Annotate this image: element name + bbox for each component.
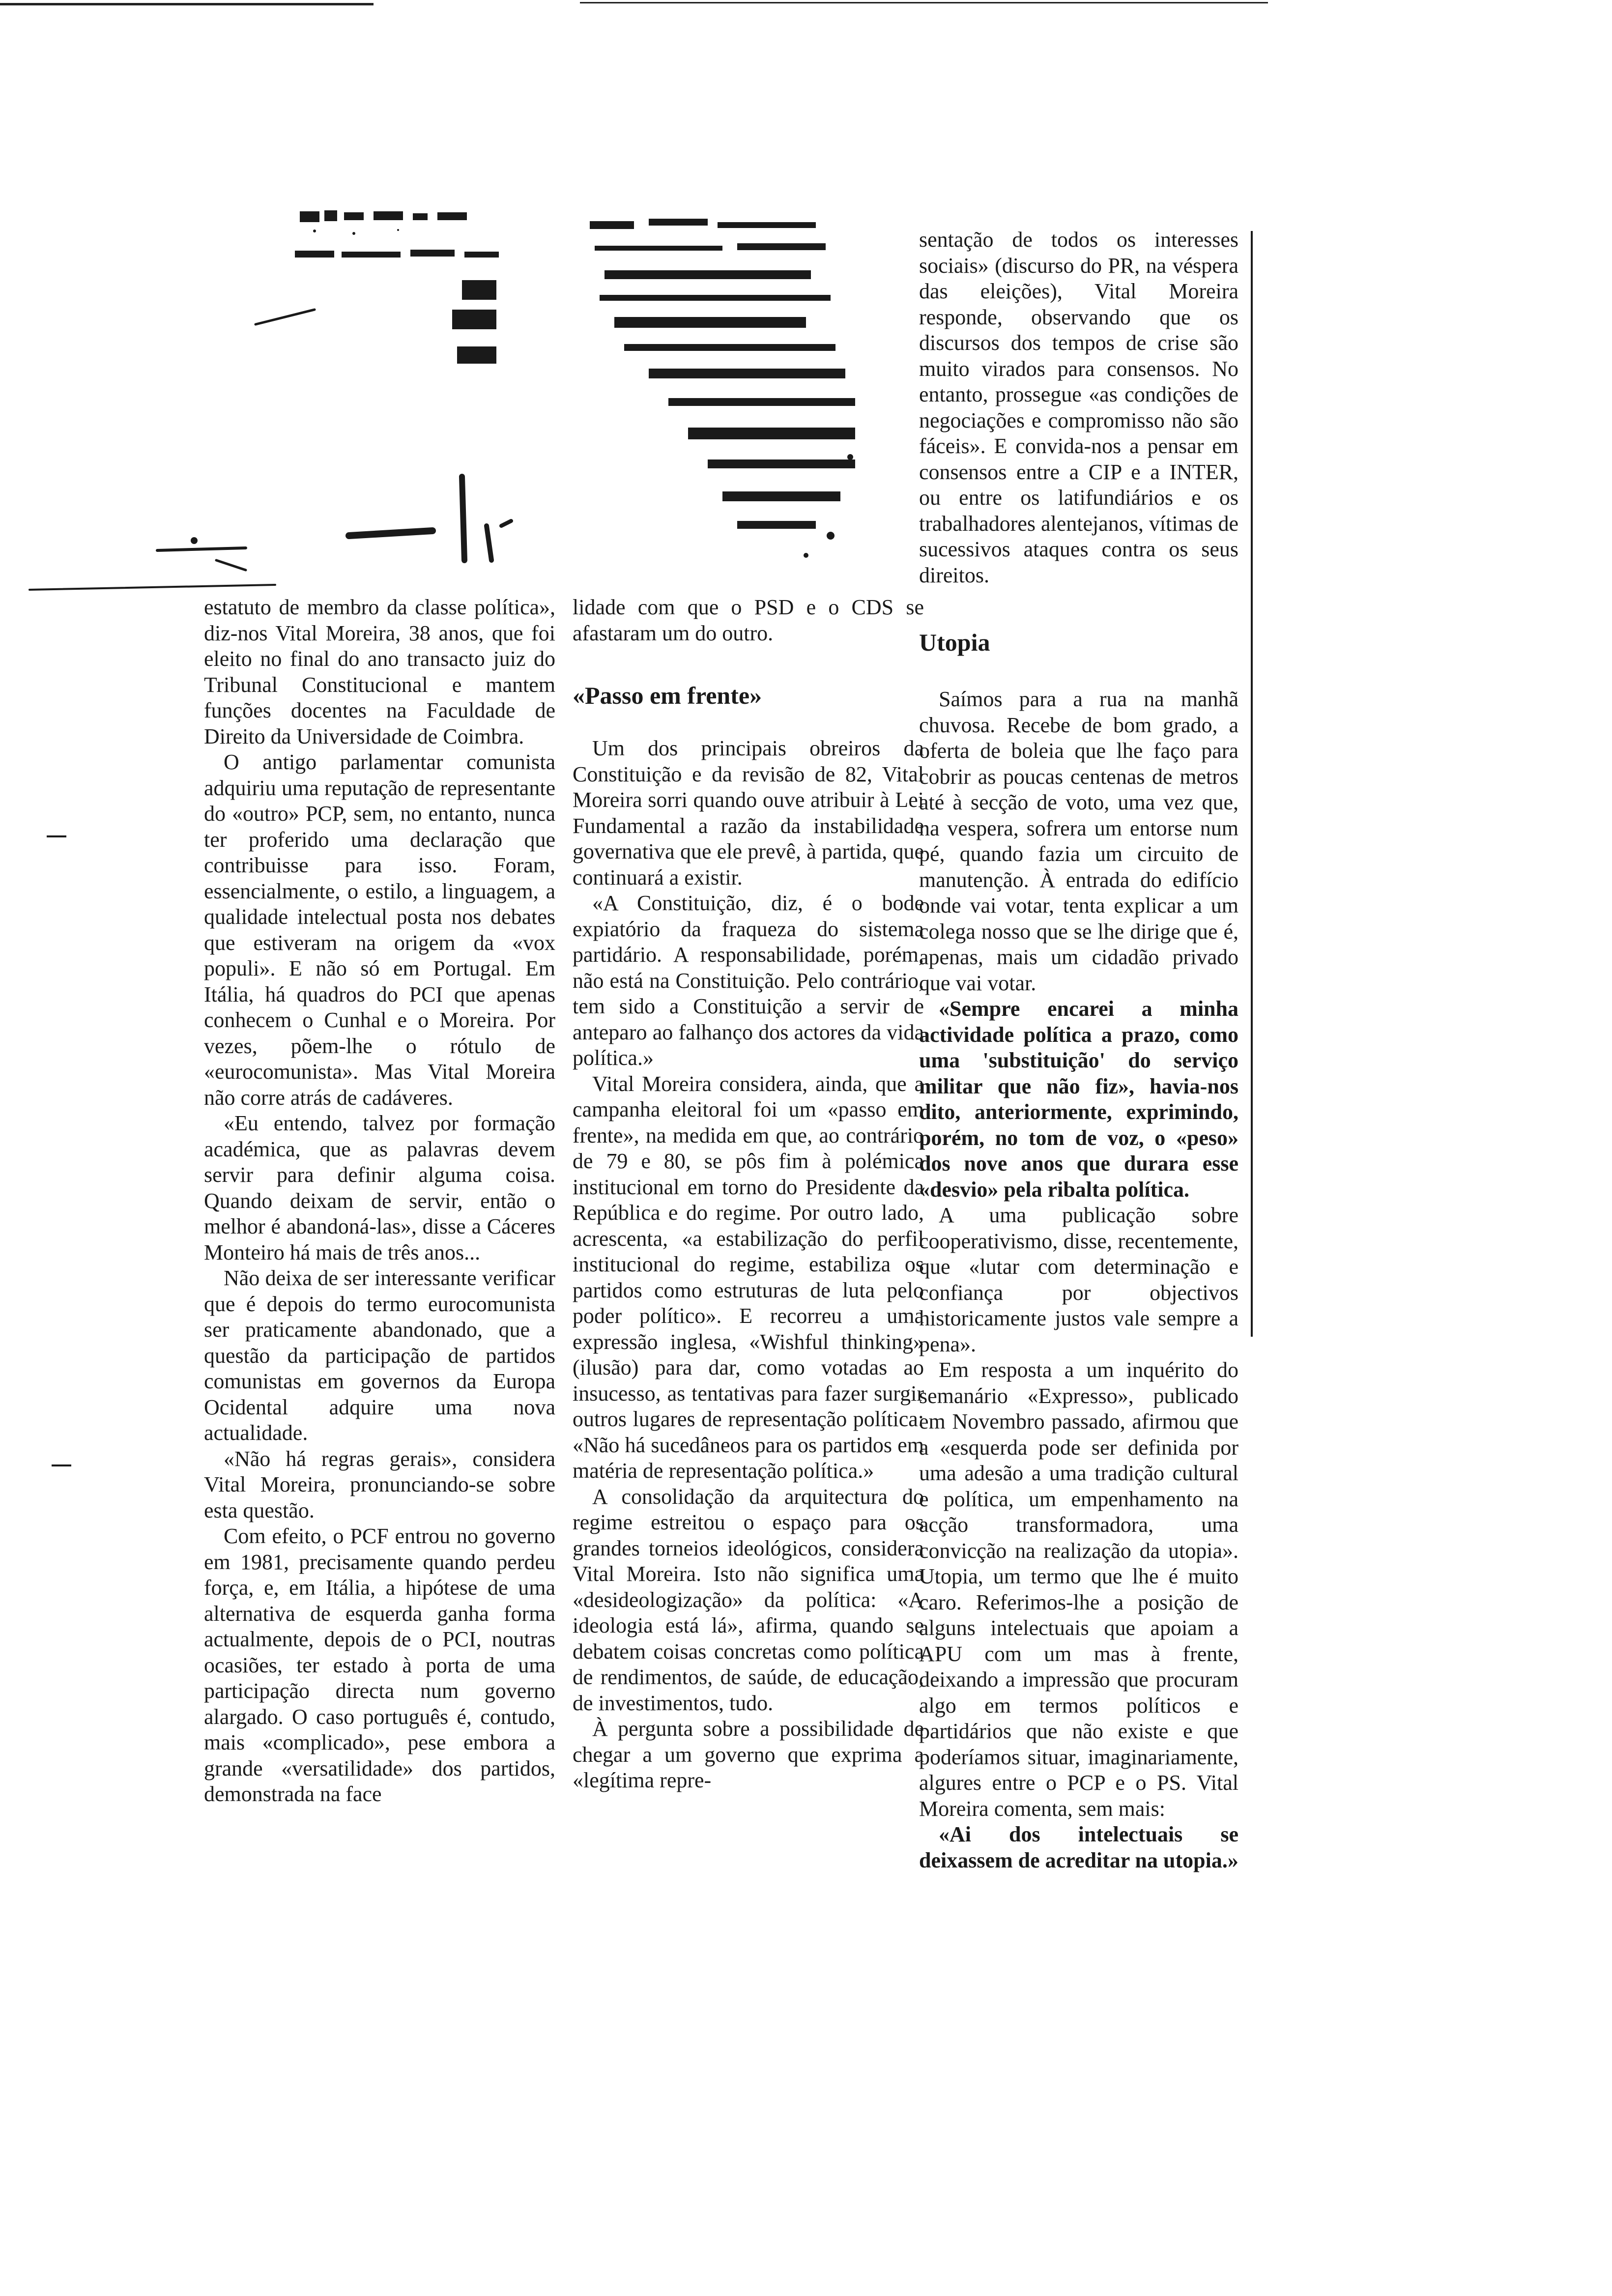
col2-paragraph-1: lidade com que o PSD e o CDS se afastaram um do outro. [573,595,924,645]
col2-paragraph-6: À pergunta sobre a possibilidade de chegar a um governo que exprima a «legítima repre- [573,1717,924,1792]
column-3 [919,227,1238,1873]
col1-paragraph-3: «Eu entendo, talvez por formação académica, que as palavras devem servir para definir alguma coisa. Quando deixam de servir, então o melhor é abandoná-las», disse a Cáceres Monteiro há mais de três anos... [204,1111,555,1264]
photo-image [575,211,880,570]
col3-paragraph-2: Saímos para a rua na manhã chuvosa. Recebe de bom grado, a oferta de boleia que lhe faço para cobrir as poucas centenas de metros até à secção de voto, uma vez que, na vespera, sofrera um entorse num pé, quando fazia um circuito de manutenção. À entrada do edifício onde vai votar, tenta explicar a um colega nosso que se lhe dirige que é, apenas, mais um cidadão privado que vai votar. [919,687,1238,995]
col3-paragraph-6: «Ai dos intelectuais se deixassem de acreditar na utopia.» [919,1822,1238,1872]
margin-mark-2 [52,1464,71,1466]
column-2 [573,595,924,1794]
col2-paragraph-3: «A Constituição, diz, é o bode expiatório da fraqueza do sistema partidário. A responsabilidade, porém, não está na Constituição. Pelo contrário, tem sido a Constituição a servir de anteparo ao falhanço dos actores da vida política.» [573,891,924,1070]
top-rule-left [0,3,374,5]
section-heading-passo-em-frente: «Passo em frente» [573,682,762,709]
col1-paragraph-2: O antigo parlamentar comunista adquiriu uma reputação de representante do «outro» PCP, sem, no entanto, nunca ter proferido uma declaração que contribuisse para isso. Foram, essencialmente, o estilo, a linguagem, a qualidade intelectual posta nos debates que estiveram na origem da «vox populi». E não só em Portugal. Em Itália, há quadros do PCI que apenas conhecem o Cunhal e o Moreira. Por vezes, põem-lhe o rótulo de «eurocomunista». Mas Vital Moreira não corre atrás de cadáveres. [204,750,555,1110]
margin-mark-1 [47,835,66,837]
col3-paragraph-4: A uma publicação sobre cooperativismo, disse, recentemente, que «lutar com determinação e confiança por objectivos historicamente justos vale sempre a pena». [919,1203,1238,1356]
top-rule-right [580,2,1268,3]
col3-paragraph-1: sentação de todos os interesses sociais» (discurso do PR, na véspera das eleições), Vital Moreira responde, observando que os discursos dos tempos de crise são muito virados para consensos. No entanto, prossegue «as condições de negociações e compromisso não são fáceis». E convida-nos a pensar em consensos entre a CIP e a INTER, ou entre os latifundiários e os trabalhadores alentejanos, vítimas de sucessivos ataques contra os seus direitos. [919,228,1238,587]
col3-paragraph-3: «Sempre encarei a minha actividade política a prazo, como uma 'substituição' do serviço militar que não fiz», havia-nos dito, anteriormente, exprimindo, porém, no tom de voz, o «peso» dos nove anos que durara esse «desvio» pela ribalta política. [919,997,1238,1202]
col1-paragraph-1: estatuto de membro da classe política», diz-nos Vital Moreira, 38 anos, que foi eleito no final do ano transacto juiz do Tribunal Constitucional e mantem funções docentes na Faculdade de Direito da Universidade de Coimbra. [204,595,555,748]
col2-paragraph-2: Um dos principais obreiros da Constituição e da revisão de 82, Vital Moreira sorri quando ouve atribuir à Lei Fundamental a razão da instabilidade governativa que ele prevê, à partida, que continuará a existir. [573,736,924,890]
right-edge-line [1251,231,1253,1337]
col2-paragraph-5: A consolidação da arquitectura do regime estreitou o espaço para os grandes torneios ideológicos, considera Vital Moreira. Isto não significa uma «desideologização» da política: «A ideologia está lá», afirma, quando se debatem coisas concretas como política de rendimentos, de saúde, de educação, de investimentos, tudo. [573,1484,924,1715]
col1-paragraph-6: Com efeito, o PCF entrou no governo em 1981, precisamente quando perdeu força, e, em Itália, a hipótese de uma alternativa de esquerda ganha forma actualmente, depois de o PCI, noutras ocasiões, ter estado à porta de uma participação directa num governo alargado. O caso português é, contudo, mais «complicado», pese embora a grande «versatilidade» dos partidos, demonstrada na face [204,1524,555,1806]
section-heading-utopia: Utopia [919,629,990,656]
col1-paragraph-5: «Não há regras gerais», considera Vital Moreira, pronunciando-se sobre esta questão. [204,1446,555,1522]
column-1 [204,595,555,1808]
pen-marks [0,295,550,609]
col1-paragraph-4: Não deixa de ser interessante verificar que é depois do termo eurocomunista ser praticamente abandonado, que a questão da participação de partidos comunistas em governos da Europa Ocidental adquire uma nova actualidade. [204,1266,555,1445]
col3-paragraph-5: Em resposta a um inquérito do semanário «Expresso», publicado em Novembro passado, afirmou que a «esquerda pode ser definida por uma adesão a uma tradição cultural e política, um empenhamento na acção transformadora, uma convicção na realização da utopia». Utopia, um termo que lhe é muito caro. Referimos-lhe a posição de alguns intelectuais que apoiam a APU com um mas à frente, deixando a impressão que procuram algo em termos políticos e partidários que não existe e que poderíamos situar, imaginariamente, algures entre o PCP e o PS. Vital Moreira comenta, sem mais: [919,1358,1238,1821]
col2-paragraph-4: Vital Moreira considera, ainda, que a campanha eleitoral foi um «passo em frente», na medida em que, ao contrário de 79 e 80, se pôs fim à polémica institucional em torno do Presidente da República e do regime. Por outro lado, acrescenta, «a estabilização do perfil institucional do regime, estabiliza os partidos como estruturas de luta pelo poder político». E recorreu a uma expressão inglesa, «Wishful thinking» (ilusão) para dar, como votadas ao insucesso, as tentativas para fazer surgir outros lugares de representação política: «Não há sucedâneos para os partidos em matéria de representação política.» [573,1071,924,1483]
